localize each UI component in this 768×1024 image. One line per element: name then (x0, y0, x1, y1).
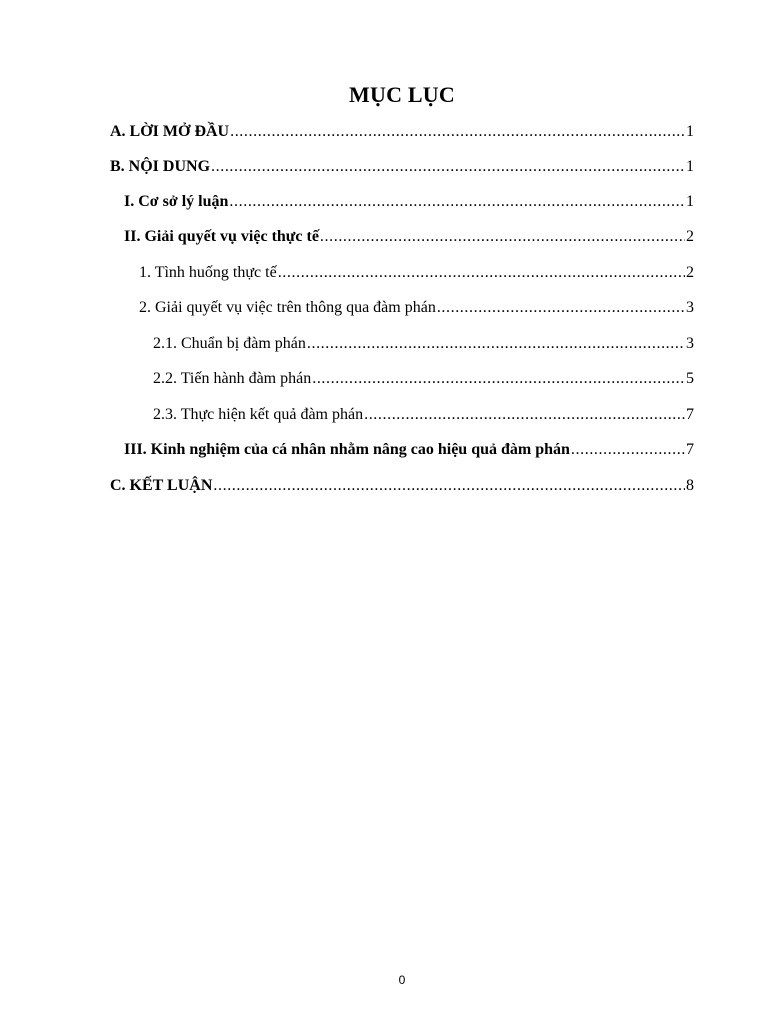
dot-leader (213, 476, 685, 496)
dot-leader (312, 369, 685, 389)
toc-entry-label: 2.3. Thực hiện kết quả đàm phán (153, 406, 364, 423)
toc-page-number: 1 (686, 158, 694, 175)
toc-entry-co-so-ly-luan[interactable] (124, 192, 694, 212)
toc-entry-label: I. Cơ sở lý luận (124, 193, 229, 210)
toc-page-number: 1 (686, 123, 694, 140)
toc-page-number: 2 (686, 264, 694, 281)
toc-entry-label: B. NỘI DUNG (110, 158, 211, 175)
toc-entry-giai-quyet-vu-viec[interactable] (124, 227, 694, 247)
toc-entry-loi-mo-dau[interactable] (110, 122, 694, 142)
toc-entry-label: A. LỜI MỞ ĐẦU (110, 123, 230, 140)
page-number-footer: 0 (398, 973, 406, 987)
toc-entry-label: 2.2. Tiến hành đàm phán (153, 370, 312, 387)
dot-leader (229, 192, 685, 212)
dot-leader (571, 440, 685, 460)
toc-entry-label: 2.1. Chuẩn bị đàm phán (153, 335, 306, 352)
toc-page-number: 3 (686, 299, 694, 316)
toc-entry-label: II. Giải quyết vụ việc thực tế (124, 228, 319, 245)
dot-leader (364, 405, 685, 425)
dot-leader (278, 263, 685, 283)
dot-leader (320, 227, 685, 247)
dot-leader (307, 334, 685, 354)
toc-page-number: 3 (686, 335, 694, 352)
toc-entry-kinh-nghiem[interactable] (124, 440, 694, 460)
toc-entry-giai-quyet-dam-phan[interactable] (139, 298, 694, 318)
toc-page-number: 7 (686, 406, 694, 423)
toc-entry-label: III. Kinh nghiệm của cá nhân nhằm nâng cao hiệu quả đàm phán (124, 441, 570, 458)
toc-page-number: 2 (686, 228, 694, 245)
toc-entry-tien-hanh[interactable] (153, 369, 694, 389)
dot-leader (437, 298, 685, 318)
dot-leader (230, 122, 685, 142)
toc-entry-label: C. KẾT LUẬN (110, 477, 213, 494)
toc-page-number: 7 (686, 441, 694, 458)
toc-entry-chuan-bi[interactable] (153, 334, 694, 354)
dot-leader (211, 157, 685, 177)
toc-entry-label: 2. Giải quyết vụ việc trên thông qua đàm phán (139, 299, 436, 316)
toc-entry-tinh-huong[interactable] (139, 263, 694, 283)
toc-page-number: 8 (686, 477, 694, 494)
toc-entry-noi-dung[interactable] (110, 157, 694, 177)
toc-page-number: 5 (686, 370, 694, 387)
toc-entry-thuc-hien[interactable] (153, 405, 694, 425)
toc-page-number: 1 (686, 193, 694, 210)
toc-entry-label: 1. Tình huống thực tế (139, 264, 277, 281)
toc-entry-ket-luan[interactable] (110, 476, 694, 496)
toc-title: MỤC LỤC (349, 82, 455, 107)
